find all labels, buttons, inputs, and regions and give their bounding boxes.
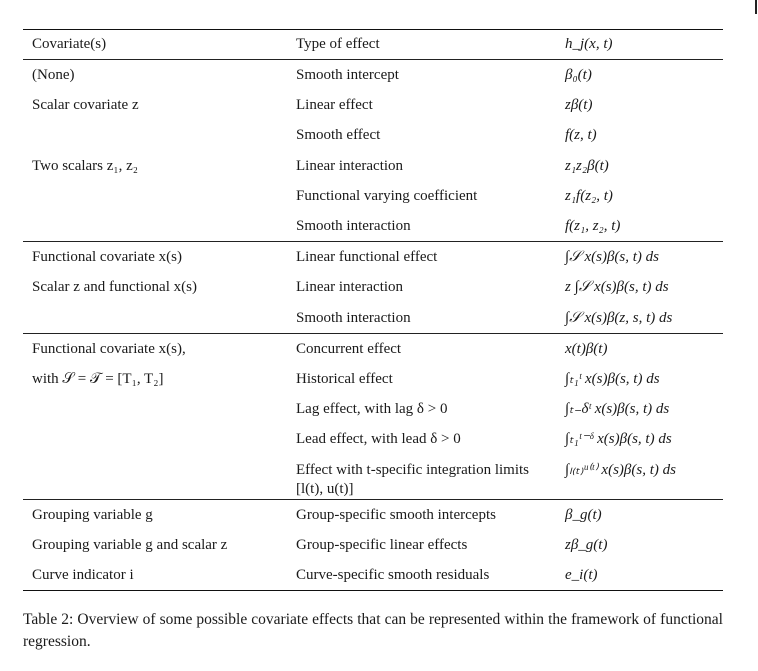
formula-cell: zβ_g(t) bbox=[565, 536, 608, 553]
effect-cell: Group-specific linear effects bbox=[296, 536, 468, 553]
covariate-cell: Functional covariate x(s), bbox=[32, 340, 186, 357]
formula-cell: ∫ₜ₁ᵗ⁻ᵟ x(s)β(s, t) ds bbox=[565, 431, 672, 448]
formula-cell: ∫ₗ₍ₜ₎ᵘ⁽ᵗ⁾ x(s)β(s, t) ds bbox=[565, 461, 676, 478]
covariate-cell bbox=[23, 455, 287, 499]
covariate-cell: Grouping variable g and scalar z bbox=[32, 536, 228, 553]
table-row bbox=[23, 211, 723, 241]
covariate-cell: Curve indicator i bbox=[32, 567, 134, 584]
effect-cell: Historical effect bbox=[296, 371, 393, 388]
bottom-rule bbox=[23, 590, 723, 591]
table-row bbox=[23, 181, 723, 211]
effect-cell: Smooth interaction bbox=[296, 309, 411, 326]
covariate-cell: Two scalars z₁, z₂ bbox=[32, 157, 139, 174]
table-row bbox=[23, 424, 723, 454]
table-row bbox=[23, 303, 723, 333]
table-row bbox=[23, 394, 723, 424]
table-row bbox=[23, 60, 723, 90]
table-row bbox=[23, 242, 723, 272]
covariate-cell: Functional covariate x(s) bbox=[32, 249, 182, 266]
formula-cell: ∫𝒮 x(s)β(s, t) ds bbox=[565, 249, 660, 266]
table-row bbox=[23, 500, 723, 530]
formula-cell: f(z, t) bbox=[565, 127, 597, 144]
effect-cell: Curve-specific smooth residuals bbox=[296, 567, 490, 584]
effect-cell: Linear functional effect bbox=[296, 249, 438, 266]
header-hj: h_j(x, t) bbox=[565, 36, 613, 52]
effect-cell: Concurrent effect bbox=[296, 340, 402, 357]
effect-cell: Smooth effect bbox=[296, 127, 381, 144]
covariate-cell: Grouping variable g bbox=[32, 506, 153, 523]
covariate-cell: Scalar covariate z bbox=[32, 97, 139, 114]
covariate-cell: Scalar z and functional x(s) bbox=[32, 279, 197, 296]
formula-cell: ∫ₜ₋δᵗ x(s)β(s, t) ds bbox=[565, 401, 670, 418]
formula-cell: β_g(t) bbox=[565, 506, 602, 523]
effect-cell: Lead effect, with lead δ > 0 bbox=[296, 431, 461, 448]
effect-cell: Linear interaction bbox=[296, 157, 404, 174]
header-covariates: Covariate(s) bbox=[32, 36, 107, 52]
header-type-of-effect: Type of effect bbox=[296, 36, 380, 52]
effect-cell: Smooth interaction bbox=[296, 218, 411, 235]
table-row bbox=[23, 90, 723, 120]
table-row bbox=[23, 334, 723, 364]
effect-cell: Effect with t-specific integration limits [l(t), u(t)] bbox=[296, 461, 529, 497]
formula-cell: ∫𝒮 x(s)β(z, s, t) ds bbox=[565, 309, 673, 326]
covariate-cell: (None) bbox=[32, 67, 75, 83]
formula-cell: e_i(t) bbox=[565, 567, 598, 584]
header-row bbox=[23, 30, 723, 59]
table-row bbox=[23, 151, 723, 181]
formula-cell: z ∫𝒮 x(s)β(s, t) ds bbox=[565, 279, 669, 296]
effect-cell: Smooth intercept bbox=[296, 67, 399, 83]
formula-cell: z₁f(z₂, t) bbox=[565, 187, 613, 204]
table-row bbox=[23, 530, 723, 560]
page-edge-mark bbox=[755, 0, 757, 14]
effect-cell: Functional varying coefficient bbox=[296, 187, 478, 204]
table-row bbox=[23, 272, 723, 302]
covariate-effects-table bbox=[23, 29, 723, 591]
effect-cell: Linear interaction bbox=[296, 279, 404, 296]
effect-cell: Group-specific smooth intercepts bbox=[296, 506, 496, 523]
table-row bbox=[23, 120, 723, 150]
formula-cell: x(t)β(t) bbox=[565, 340, 608, 357]
formula-cell: z₁z₂β(t) bbox=[565, 157, 609, 174]
formula-cell: zβ(t) bbox=[565, 97, 593, 114]
formula-cell: ∫ₜ₁ᵗ x(s)β(s, t) ds bbox=[565, 371, 660, 388]
table-body bbox=[23, 60, 723, 590]
effect-cell: Lag effect, with lag δ > 0 bbox=[296, 401, 448, 418]
formula-cell: f(z₁, z₂, t) bbox=[565, 218, 621, 235]
table-caption: Table 2: Overview of some possible covariate effects that can be represented within the framework of functional regression. bbox=[23, 611, 723, 650]
table-row bbox=[23, 560, 723, 590]
formula-cell: β₀(t) bbox=[565, 67, 592, 83]
table-row bbox=[23, 364, 723, 394]
effect-cell: Linear effect bbox=[296, 97, 373, 114]
table-row bbox=[23, 455, 723, 499]
covariate-cell: with 𝒮 = 𝒯 = [T₁, T₂] bbox=[32, 371, 164, 388]
